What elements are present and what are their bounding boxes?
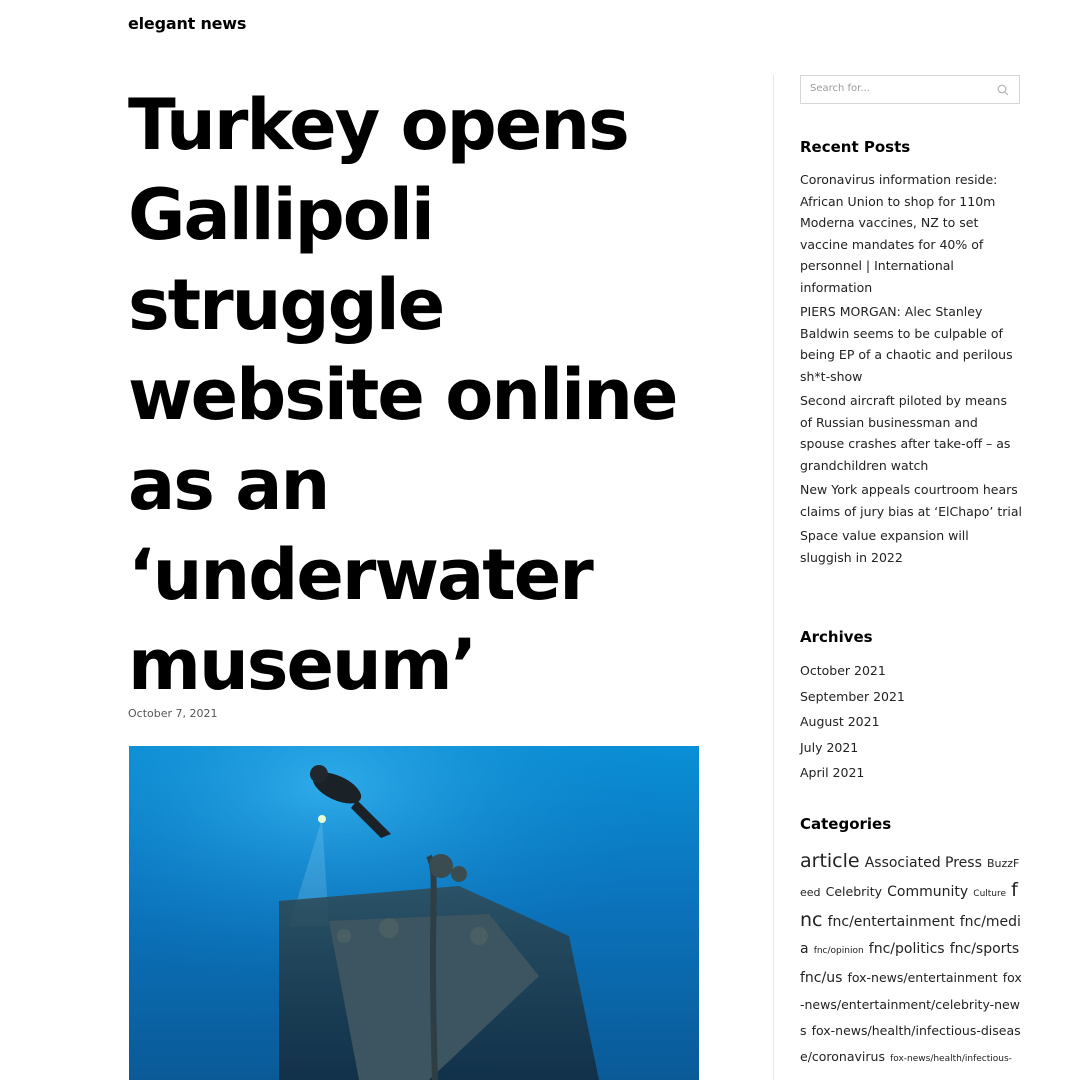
recent-posts-heading: Recent Posts (800, 138, 911, 156)
category-tag[interactable]: BuzzFeed (800, 857, 1020, 899)
search-icon[interactable] (997, 84, 1009, 96)
archive-link[interactable]: April 2021 (800, 765, 865, 780)
search-box[interactable] (800, 75, 1020, 104)
category-tag[interactable]: fnc/media (800, 914, 1021, 957)
category-tag[interactable]: fnc/politics (868, 941, 945, 957)
category-tag-cloud (800, 848, 1022, 1071)
category-tag[interactable]: Celebrity (825, 884, 883, 899)
sidebar-divider (773, 75, 774, 1080)
recent-post-link[interactable]: Second aircraft piloted by means of Russian businessman and spouse crashes after take-off – as grandchildren watch (800, 393, 1011, 473)
article-title: Turkey opens Gallipoli struggle website online as an ‘underwater museum’ (128, 84, 677, 706)
recent-post-link[interactable]: Coronavirus information reside: African Union to shop for 110m Moderna vaccines, NZ to set vaccine mandates for 40% of personnel | International information (800, 172, 998, 295)
category-tag[interactable]: fnc (800, 879, 1018, 931)
category-tag[interactable]: Culture (973, 889, 1007, 899)
category-tag[interactable]: Community (887, 884, 969, 900)
category-tag[interactable]: fox-news/health/infectious-disease/coronavirus (800, 1023, 1021, 1064)
recent-post-link[interactable]: Space value expansion will sluggish in 2022 (800, 528, 969, 565)
category-tag[interactable]: fnc/entertainment (827, 914, 955, 930)
article-date: October 7, 2021 (128, 707, 218, 720)
archive-link[interactable]: October 2021 (800, 663, 886, 678)
category-tag[interactable]: fnc/sports (949, 941, 1020, 957)
underwater-shipwreck-image (129, 746, 699, 1080)
categories-heading: Categories (800, 815, 892, 833)
category-tag[interactable]: Associated Press (864, 855, 982, 871)
recent-post-link[interactable]: New York appeals courtroom hears claims of jury bias at ‘ElChapo’ trial (800, 482, 1022, 519)
category-tag[interactable]: fox-news/entertainment (847, 970, 998, 985)
search-input[interactable] (810, 83, 990, 94)
category-tag[interactable]: article (800, 850, 860, 872)
category-tag[interactable]: fnc/opinion (813, 946, 864, 956)
archives-list (800, 658, 1020, 786)
archives-heading: Archives (800, 628, 873, 646)
article-hero-image (129, 746, 699, 1080)
archive-link[interactable]: July 2021 (800, 739, 859, 755)
archive-link[interactable]: September 2021 (800, 688, 905, 704)
site-title[interactable]: elegant news (128, 14, 247, 33)
category-tag[interactable]: fox-news/entertainment/celebrity-news (800, 970, 1022, 1038)
recent-post-link[interactable]: PIERS MORGAN: Alec Stanley Baldwin seems to be culpable of being EP of a chaotic and perilous sh*t-show (800, 304, 1013, 384)
recent-posts-list (800, 169, 1022, 571)
category-tag[interactable]: fox-news/health/infectious- (890, 1054, 1012, 1064)
archive-link[interactable]: August 2021 (800, 714, 880, 729)
category-tag[interactable]: fnc/us (800, 970, 843, 986)
